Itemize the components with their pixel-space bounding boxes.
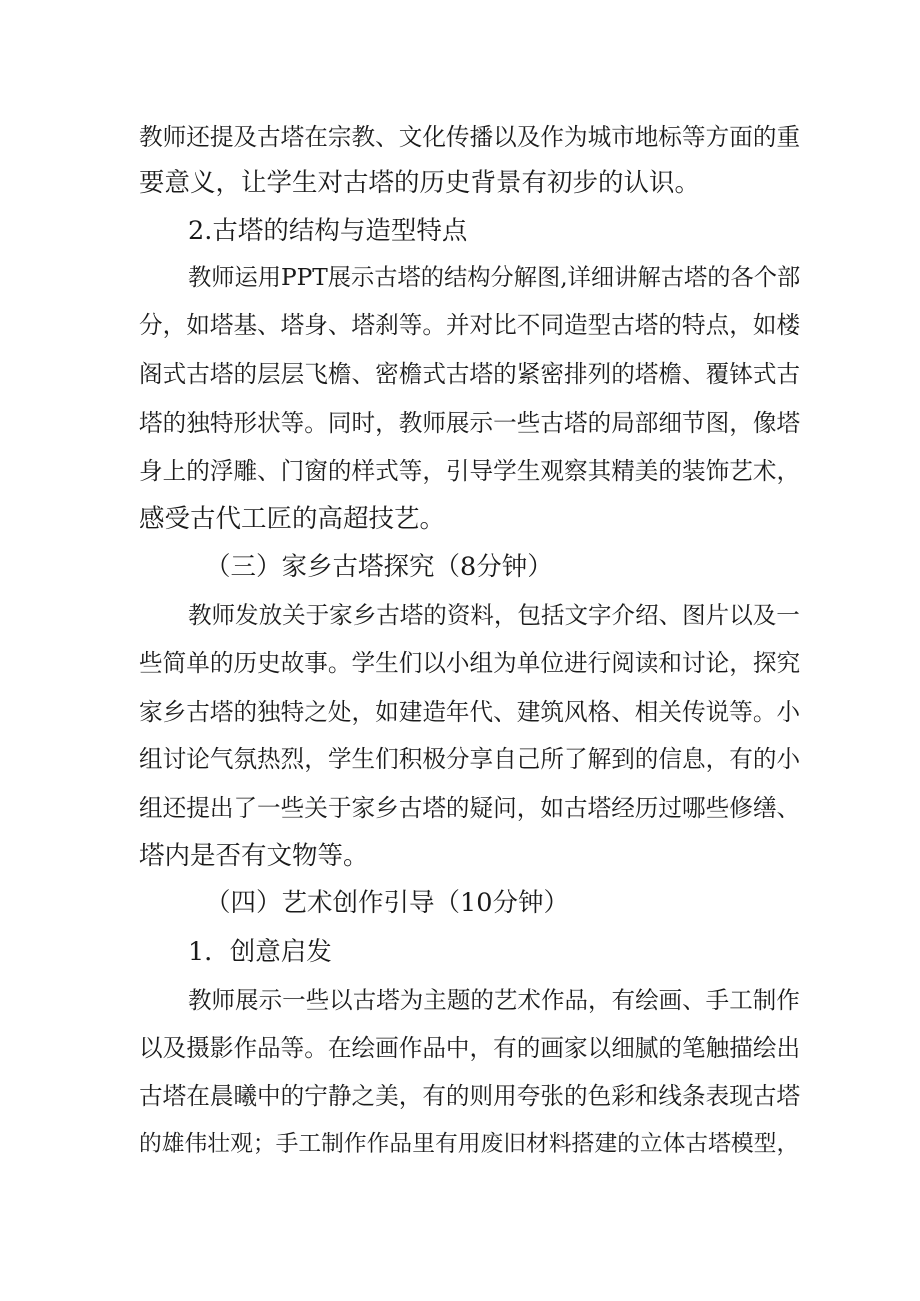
body-text-line: 阁式古塔的层层飞檐、密檐式古塔的紧密排列的塔檐、覆钵式古 xyxy=(139,360,801,388)
body-text-line: 塔内是否有文物等。 xyxy=(139,841,369,871)
body-text-line: 教师运用PPT展示古塔的结构分解图,详细讲解古塔的各个部 xyxy=(188,264,801,291)
body-text-line: 身上的浮雕、门窗的样式等，引导学生观察其精美的装饰艺术， xyxy=(139,457,801,485)
body-text-line: 要意义，让学生对古塔的历史背景有初步的认识。 xyxy=(139,168,701,198)
body-text-line: 古塔在晨曦中的宁静之美，有的则用夸张的色彩和线条表现古塔 xyxy=(139,1082,801,1110)
body-text-line: 分，如塔基、塔身、塔刹等。并对比不同造型古塔的特点，如楼 xyxy=(139,311,801,339)
body-text-line: 些简单的历史故事。学生们以小组为单位进行阅读和讨论，探究 xyxy=(139,649,801,677)
body-text-line: 感受古代工匠的高超技艺。 xyxy=(139,504,446,534)
body-text-line: 的雄伟壮观；手工制作作品里有用废旧材料搭建的立体古塔模型， xyxy=(139,1131,800,1157)
body-text-line: 塔的独特形状等。同时，教师展示一些古塔的局部细节图，像塔 xyxy=(139,409,801,437)
body-text-line: 教师发放关于家乡古塔的资料，包括文字介绍、图片以及一 xyxy=(188,601,800,629)
body-text-line: 组讨论气氛热烈，学生们积极分享自己所了解到的信息，有的小 xyxy=(139,745,801,773)
body-text-line: 教师还提及古塔在宗教、文化传播以及作为城市地标等方面的重 xyxy=(139,123,801,151)
section-heading: 2.古塔的结构与造型特点 xyxy=(188,216,468,246)
body-text-line: 家乡古塔的独特之处，如建造年代、建筑风格、相关传说等。小 xyxy=(139,698,801,726)
section-heading: （三）家乡古塔探究（8分钟） xyxy=(205,552,553,582)
section-heading: 1．创意启发 xyxy=(188,937,332,967)
body-text-line: 以及摄影作品等。在绘画作品中，有的画家以细腻的笔触描绘出 xyxy=(139,1034,801,1062)
section-heading: （四）艺术创作引导（10分钟） xyxy=(205,888,569,918)
body-text-line: 教师展示一些以古塔为主题的艺术作品，有绘画、手工制作 xyxy=(188,986,800,1014)
body-text-line: 组还提出了一些关于家乡古塔的疑问，如古塔经历过哪些修缮、 xyxy=(139,794,801,822)
